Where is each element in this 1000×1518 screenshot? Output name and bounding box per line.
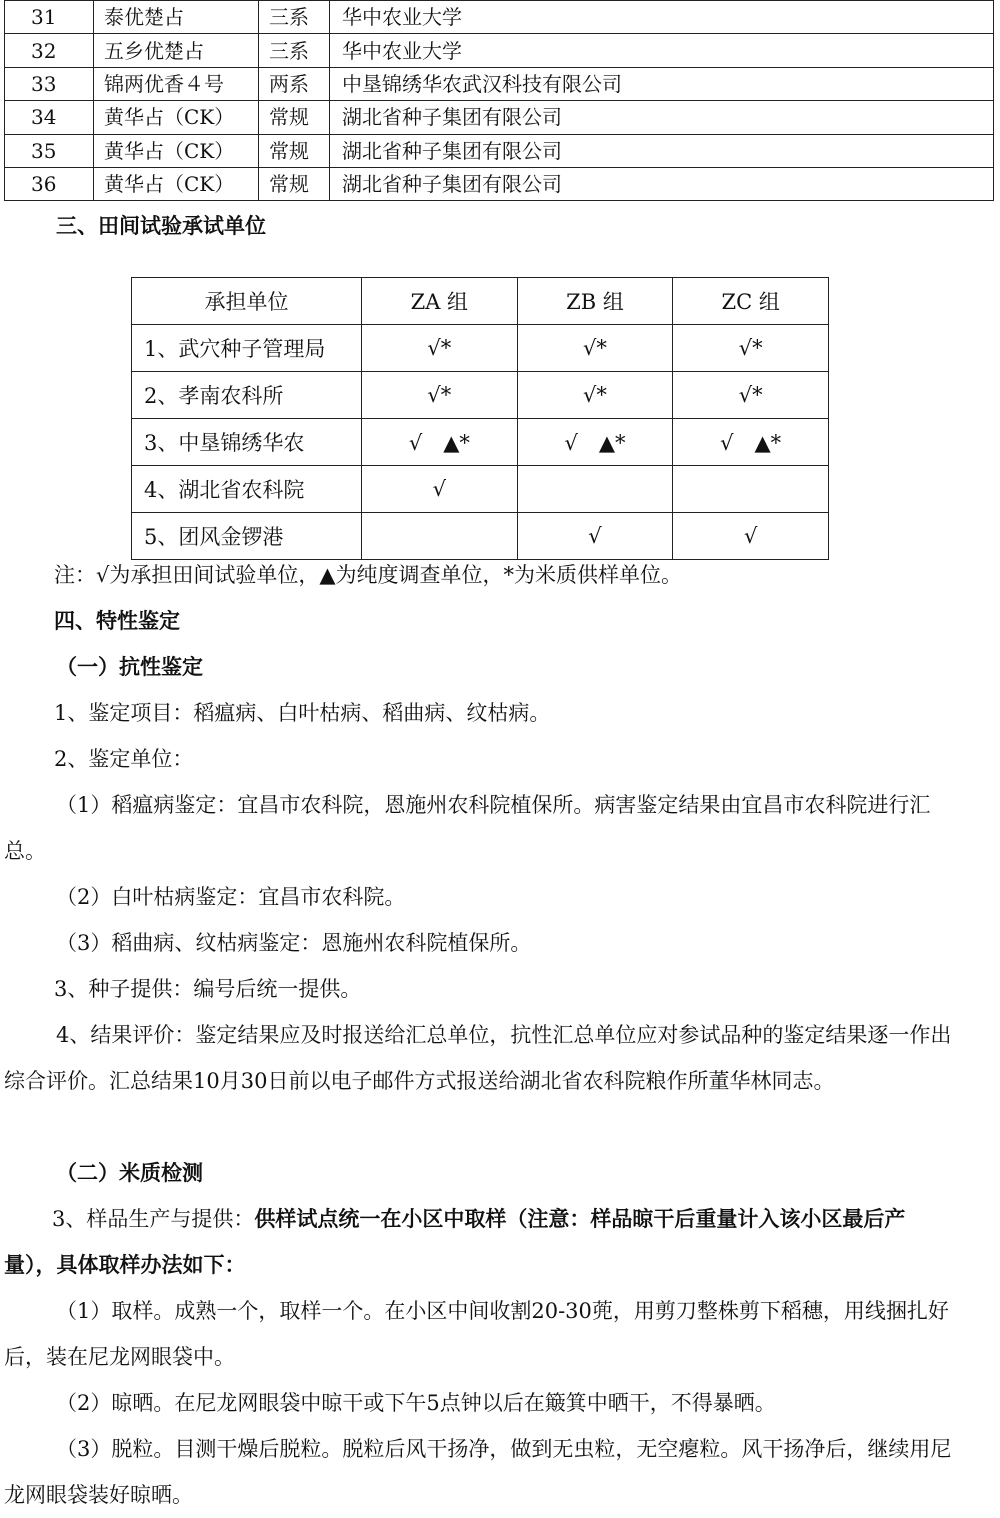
variety-row (5, 67, 994, 100)
para-blast: （1）稻瘟病鉴定：宜昌市农科院，恩施州农科院植保所。病害鉴定结果由宜昌市农科院进行汇总。 (4, 793, 931, 863)
za-mark: √* (362, 325, 518, 372)
variety-type: 常规 (259, 101, 330, 134)
variety-unit: 华中农业大学 (330, 34, 994, 67)
zc-mark: √* (673, 372, 829, 419)
para-blight: （2）白叶枯病鉴定：宜昌市农科院。 (56, 885, 406, 909)
sub1-title: （一）抗性鉴定 (56, 655, 203, 679)
variety-type: 三系 (259, 34, 330, 67)
variety-name: 黄华占（CK） (94, 101, 259, 134)
variety-name: 锦两优香４号 (94, 67, 259, 100)
para-seeds: 3、种子提供：编号后统一提供。 (54, 977, 362, 1001)
variety-no: 35 (5, 134, 94, 167)
sampling-label: 3、样品生产与提供： (52, 1207, 255, 1231)
zc-mark: √* (673, 325, 829, 372)
variety-type: 两系 (259, 67, 330, 100)
za-mark: √ (362, 466, 518, 513)
para-threshing: （3）脱粒。目测干燥后脱粒。脱粒后风干扬净，做到无虫粒，无空瘪粒。风干扬净后，继续用尼龙网眼袋装好晾晒。 (4, 1437, 952, 1507)
para-take-sample: （1）取样。成熟一个，取样一个。在小区中间收割20-30蔸，用剪刀整株剪下稻穗，用线捆扎好后，装在尼龙网眼袋中。 (4, 1299, 949, 1369)
unit-row (132, 419, 829, 466)
variety-type: 常规 (259, 167, 330, 200)
header-zc: ZC 组 (673, 278, 829, 325)
table-note: 注：√为承担田间试验单位，▲为纯度调查单位，*为米质供样单位。 (54, 563, 683, 587)
para-units: 2、鉴定单位： (54, 747, 194, 771)
variety-row (5, 34, 994, 67)
para-drying: （2）晾晒。在尼龙网眼袋中晾干或下午5点钟以后在簸箕中晒干，不得暴晒。 (56, 1391, 776, 1415)
para-smut: （3）稻曲病、纹枯病鉴定：恩施州农科院植保所。 (56, 931, 532, 955)
sub2-title: （二）米质检测 (56, 1161, 203, 1185)
para-items: 1、鉴定项目：稻瘟病、白叶枯病、稻曲病、纹枯病。 (54, 701, 551, 725)
variety-row (5, 1, 994, 34)
variety-unit: 华中农业大学 (330, 1, 994, 34)
zb-mark: √* (517, 372, 673, 419)
variety-row (5, 134, 994, 167)
variety-no: 33 (5, 67, 94, 100)
unit-name: 1、武穴种子管理局 (132, 325, 362, 372)
para-sampling (4, 1196, 956, 1288)
variety-unit: 湖北省种子集团有限公司 (330, 167, 994, 200)
variety-unit: 湖北省种子集团有限公司 (330, 134, 994, 167)
variety-no: 36 (5, 167, 94, 200)
unit-row (132, 466, 829, 513)
variety-type: 三系 (259, 1, 330, 34)
variety-no: 31 (5, 1, 94, 34)
zc-mark: √ ▲* (673, 419, 829, 466)
header-zb: ZB 组 (517, 278, 673, 325)
variety-name: 黄华占（CK） (94, 134, 259, 167)
test-unit-table (131, 277, 829, 560)
zc-mark: √ (673, 513, 829, 560)
zb-mark: √ ▲* (517, 419, 673, 466)
variety-row (5, 101, 994, 134)
variety-unit: 中垦锦绣华农武汉科技有限公司 (330, 67, 994, 100)
variety-table (4, 0, 994, 201)
zb-mark: √* (517, 325, 673, 372)
zb-mark (517, 466, 673, 513)
zc-mark (673, 466, 829, 513)
unit-row (132, 372, 829, 419)
unit-name: 2、孝南农科所 (132, 372, 362, 419)
unit-name: 3、中垦锦绣华农 (132, 419, 362, 466)
header-za: ZA 组 (362, 278, 518, 325)
variety-unit: 湖北省种子集团有限公司 (330, 101, 994, 134)
unit-name: 5、团风金锣港 (132, 513, 362, 560)
sampling-requirement: 供样试点统一在小区中取样（注意：样品晾干后重量计入该小区最后产量），具体取样办法如下： (4, 1207, 906, 1277)
header-unit: 承担单位 (132, 278, 362, 325)
za-mark: √ ▲* (362, 419, 518, 466)
section4-title: 四、特性鉴定 (54, 609, 180, 633)
variety-no: 34 (5, 101, 94, 134)
variety-no: 32 (5, 34, 94, 67)
unit-name: 4、湖北省农科院 (132, 466, 362, 513)
section3-title: 三、田间试验承试单位 (56, 214, 266, 238)
za-mark: √* (362, 372, 518, 419)
variety-type: 常规 (259, 134, 330, 167)
variety-row (5, 167, 994, 200)
unit-row (132, 325, 829, 372)
para-evaluation: 4、结果评价：鉴定结果应及时报送给汇总单位，抗性汇总单位应对参试品种的鉴定结果逐一作出综合评价。汇总结果10月30日前以电子邮件方式报送给湖北省农科院粮作所董华林同志。 (4, 1023, 952, 1093)
variety-name: 黄华占（CK） (94, 167, 259, 200)
zb-mark: √ (517, 513, 673, 560)
variety-name: 五乡优楚占 (94, 34, 259, 67)
variety-name: 泰优楚占 (94, 1, 259, 34)
